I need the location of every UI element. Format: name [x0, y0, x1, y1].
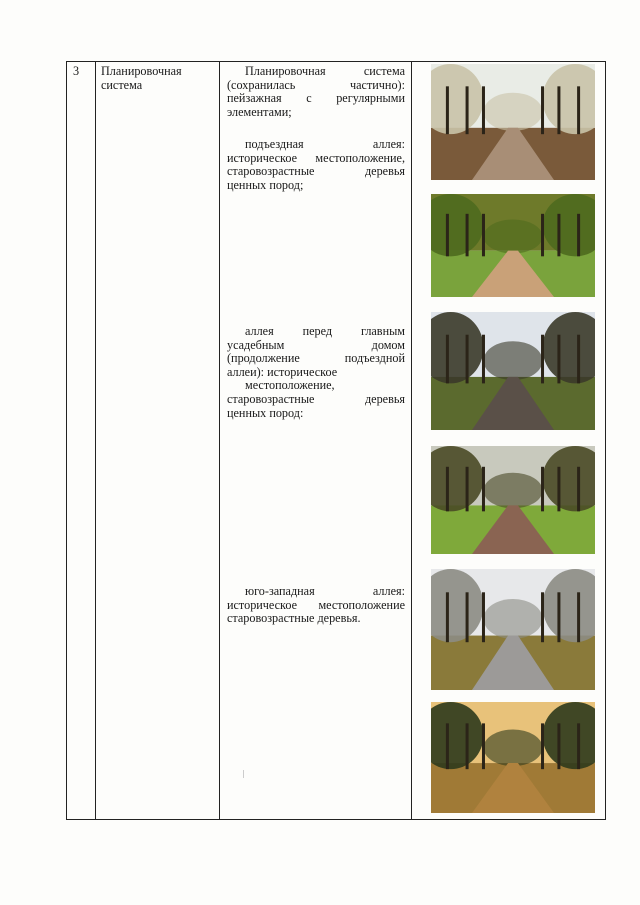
scan-mark — [243, 770, 244, 778]
tree-crown — [483, 341, 542, 380]
tree-trunk — [466, 214, 469, 256]
description-line — [227, 92, 405, 106]
row-number: 3 — [73, 64, 80, 78]
tree-trunk — [446, 723, 449, 769]
description-word: пейзажная — [227, 91, 282, 106]
description-word: усадебным — [227, 337, 285, 352]
alley-photo-4 — [431, 446, 595, 554]
tree-trunk — [446, 86, 449, 134]
tree-trunk — [482, 214, 485, 256]
tree-trunk — [577, 214, 580, 256]
column-divider — [411, 62, 412, 819]
tree-trunk — [446, 335, 449, 384]
description-word: старовозрастные — [227, 391, 315, 406]
tree-trunk — [541, 214, 544, 256]
data-table — [66, 61, 606, 820]
tree-trunk — [446, 467, 449, 512]
description-block — [227, 325, 405, 420]
photo-image — [431, 194, 595, 297]
description-line — [227, 379, 405, 393]
description-line — [227, 152, 405, 166]
description-word: (продолжение — [227, 351, 300, 366]
description-line — [227, 407, 405, 421]
description-block — [227, 585, 405, 626]
tree-crown — [483, 93, 542, 131]
tree-trunk — [466, 86, 469, 134]
description-line — [227, 165, 405, 179]
description-word: историческое — [267, 364, 338, 379]
description-line — [227, 138, 405, 152]
description-word: пород: — [269, 405, 304, 420]
description-word: старовозрастные — [227, 164, 315, 179]
description-line — [227, 366, 405, 380]
alley-photo-3 — [431, 312, 595, 430]
description-line — [227, 106, 405, 120]
photo-image — [431, 569, 595, 690]
tree-crown — [483, 473, 542, 509]
tree-trunk — [557, 467, 560, 512]
description-word: ценных — [227, 405, 270, 420]
description-word: частично): — [350, 77, 405, 92]
description-line — [227, 612, 405, 626]
alley-photo-5 — [431, 569, 595, 690]
tree-trunk — [577, 723, 580, 769]
tree-trunk — [482, 723, 485, 769]
tree-trunk — [482, 592, 485, 642]
description-word: подъездной — [344, 351, 405, 366]
description-word: деревья — [364, 391, 405, 406]
tree-trunk — [557, 592, 560, 642]
description-word: аллея: — [372, 584, 405, 598]
tree-trunk — [466, 467, 469, 512]
description-line — [227, 325, 405, 339]
tree-trunk — [446, 592, 449, 642]
description-line — [227, 339, 405, 353]
tree-trunk — [541, 723, 544, 769]
description-word: историческое — [227, 150, 298, 165]
tree-trunk — [541, 467, 544, 512]
description-word: аллея: — [372, 137, 405, 151]
column-divider — [95, 62, 96, 819]
tree-trunk — [557, 723, 560, 769]
photo-image — [431, 702, 595, 813]
description-word: система — [363, 64, 405, 78]
description-word: главным — [360, 324, 405, 338]
description-line — [227, 65, 405, 79]
description-word: местоположение, — [315, 150, 405, 165]
description-word: (сохранилась — [227, 77, 296, 92]
description-word: аллея — [245, 324, 274, 338]
tree-trunk — [482, 467, 485, 512]
description-word: историческое — [227, 597, 298, 612]
description-block — [227, 138, 405, 192]
tree-trunk — [541, 592, 544, 642]
description-word: домом — [371, 337, 405, 352]
description-word: Планировочная — [245, 64, 326, 78]
tree-trunk — [446, 214, 449, 256]
tree-trunk — [577, 592, 580, 642]
alley-photo-6 — [431, 702, 595, 813]
description-line — [227, 599, 405, 613]
tree-crown — [483, 219, 542, 253]
description-word: старовозрастные — [227, 611, 318, 626]
description-word: аллеи): — [227, 364, 268, 379]
alley-photo-1 — [431, 64, 595, 180]
tree-crown — [483, 599, 542, 639]
description-word: местоположение — [318, 597, 405, 612]
description-line — [227, 352, 405, 366]
tree-trunk — [541, 335, 544, 384]
tree-trunk — [577, 86, 580, 134]
tree-trunk — [557, 86, 560, 134]
tree-trunk — [577, 335, 580, 384]
tree-crown — [483, 729, 542, 766]
element-name-line: Планировочная — [101, 64, 182, 78]
photo-image — [431, 64, 595, 180]
element-name-line: система — [101, 77, 143, 92]
tree-trunk — [541, 86, 544, 134]
description-block — [227, 65, 405, 119]
description-word: регулярными — [336, 91, 405, 106]
description-line — [227, 585, 405, 599]
description-line — [227, 79, 405, 93]
description-word: деревья — [364, 164, 405, 179]
tree-trunk — [557, 335, 560, 384]
tree-trunk — [466, 723, 469, 769]
column-divider — [219, 62, 220, 819]
tree-trunk — [577, 467, 580, 512]
photo-image — [431, 312, 595, 430]
description-line — [227, 179, 405, 193]
description-word: с — [306, 91, 312, 106]
description-word: юго-западная — [245, 584, 315, 598]
description-line — [227, 393, 405, 407]
tree-trunk — [557, 214, 560, 256]
description-word: подъездная — [245, 137, 304, 151]
tree-trunk — [482, 335, 485, 384]
alley-photo-2 — [431, 194, 595, 297]
description-word: элементами; — [227, 104, 292, 119]
description-word: местоположение, — [245, 378, 335, 393]
tree-trunk — [466, 335, 469, 384]
tree-trunk — [466, 592, 469, 642]
photo-image — [431, 446, 595, 554]
description-word: пород; — [269, 177, 304, 192]
tree-trunk — [482, 86, 485, 134]
description-word: деревья. — [317, 611, 361, 626]
description-word: перед — [302, 324, 333, 338]
element-name — [101, 65, 221, 92]
description-word: ценных — [227, 177, 270, 192]
